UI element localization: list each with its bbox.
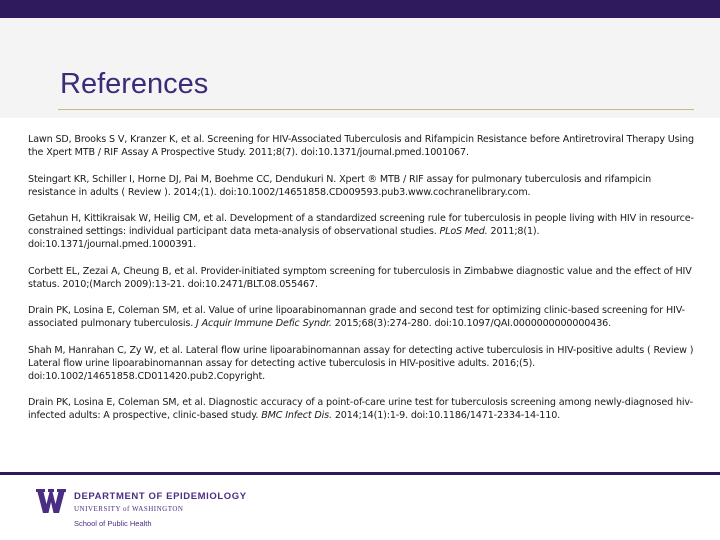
reference-item [28, 344, 700, 383]
reference-item [28, 304, 700, 330]
reference-text: Steingart KR, Schiller I, Horne DJ, Pai M, Boehme CC, Dendukuri N. Xpert ® MTB / RIF assay for pulmonary tuberculosis and rifampicin resistance in adults ( Review ). 2014;(1). doi:10.1002/14651858.CD009593.pub3.www.cochranelibrary.com. [28, 173, 652, 198]
reference-text: Drain PK, Losina E, Coleman SM, et al. Value of urine lipoarabinomannan grade and second test for optimizing clinic-based screening for HIV-associated pulmonary tuberculosis. [28, 305, 685, 329]
reference-text: Shah M, Hanrahan C, Zy W, et al. Lateral flow urine lipoarabinomannan assay for detecting active tuberculosis in HIV-positive adults ( Review ) Lateral flow urine lipoarabinomannan assay for detecting active tuberculosis in HIV-positive adults. 2016;(5). doi:10.1002/14651858.CD011420.pub2.Copyright. [28, 344, 694, 382]
reference-citation: 2014;14(1):1-9. doi:10.1186/1471-2334-14-110. [331, 410, 561, 421]
top-bar [0, 0, 720, 18]
reference-item [28, 133, 700, 159]
journal-name: J Acquir Immune Defic Syndr. [196, 318, 332, 329]
reference-list [28, 133, 700, 436]
footer-divider [0, 472, 720, 475]
reference-citation: 2011;8(1). doi:10.1371/journal.pmed.1000391. [28, 226, 540, 250]
department-name: DEPARTMENT OF EPIDEMIOLOGY [74, 491, 247, 502]
journal-name: BMC Infect Dis. [261, 410, 332, 421]
reference-item [28, 173, 700, 199]
title-divider [58, 109, 694, 110]
slide-title: References [60, 68, 209, 100]
reference-item [28, 212, 700, 251]
university-name: UNIVERSITY of WASHINGTON [74, 505, 184, 513]
uw-w-logo-icon [36, 489, 66, 513]
reference-text: Corbett EL, Zezai A, Cheung B, et al. Provider-initiated symptom screening for tuberculosis in Zimbabwe diagnostic value and the effect of HIV status. 2010;(March 2009):13-21. doi:10.2471/BLT.08.055467. [28, 265, 692, 290]
reference-text: Lawn SD, Brooks S V, Kranzer K, et al. Screening for HIV-Associated Tuberculosis and Rifampicin Resistance before Antiretroviral Therapy Using the Xpert MTB / RIF Assay A Prospective Study. 2011;8(7). doi:10.1371/journal.pmed.1001067. [28, 134, 694, 158]
school-name: School of Public Health [74, 519, 152, 528]
reference-citation: 2015;68(3):274-280. doi:10.1097/QAI.0000000000000436. [331, 318, 611, 329]
reference-text: Getahun H, Kittikraisak W, Heilig CM, et al. Development of a standardized screening rule for tuberculosis in people living with HIV in resource-constrained settings: individual participant data meta-analysis of observational studies. [28, 213, 694, 237]
reference-text: Drain PK, Losina E, Coleman SM, et al. Diagnostic accuracy of a point-of-care urine test for tuberculosis screening among newly-diagnosed hiv-infected adults: A prospective, clinic-based study. [28, 397, 693, 421]
journal-name: PLoS Med. [439, 226, 488, 237]
reference-item [28, 396, 700, 422]
reference-item [28, 265, 700, 291]
